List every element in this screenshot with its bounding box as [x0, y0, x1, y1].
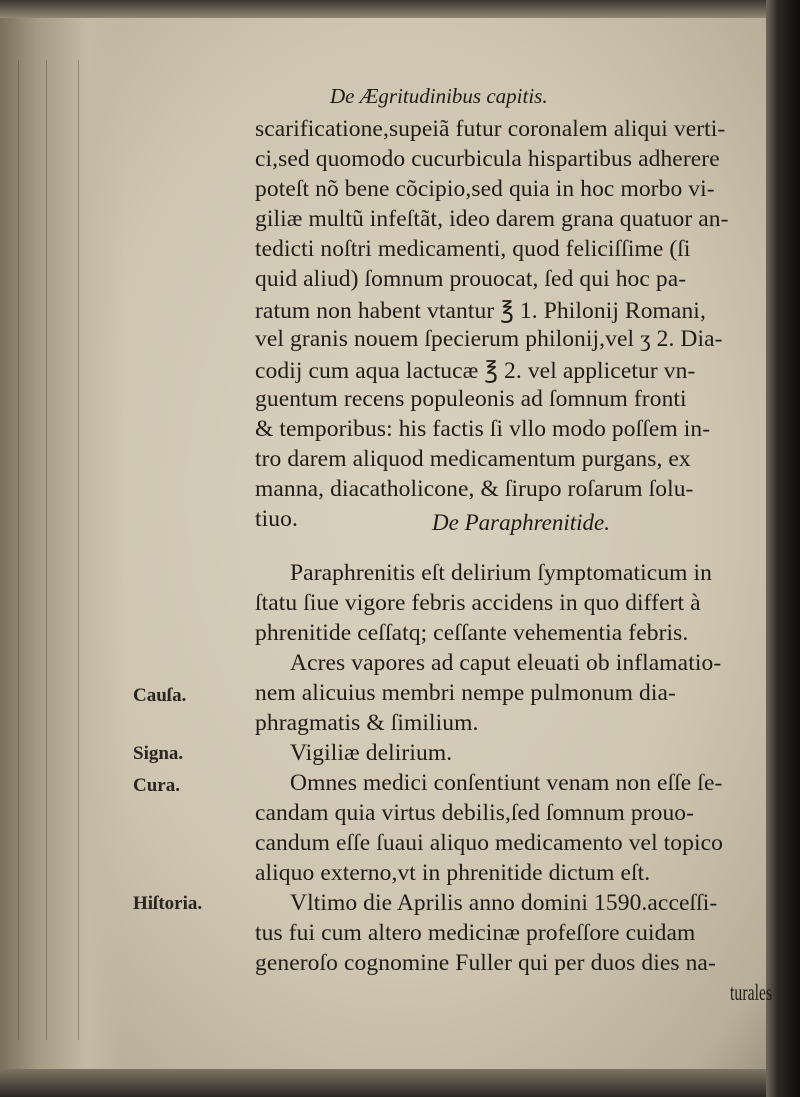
- section-title: De Paraphrenitide.: [432, 510, 611, 535]
- text-line: nem alicuius membri nempe pulmonum dia-: [255, 680, 676, 706]
- text-line: Vltimo die Aprilis anno domini 1590.acceſſi-: [290, 890, 718, 916]
- text-line: Paraphrenitis eſt delirium ſymptomaticum in: [290, 560, 712, 586]
- scan-top-edge: [0, 0, 800, 18]
- text-line: phragmatis & ſimilium.: [255, 710, 479, 736]
- gutter-shadow-line: [46, 60, 47, 1040]
- text-line: candam quia virtus debilis,ſed ſomnum prouo-: [255, 800, 695, 826]
- margin-note-causa: Cauſa.: [133, 685, 187, 706]
- text-line: vel granis nouem ſpecierum philonij,vel ʒ 2. Dia-: [255, 326, 723, 352]
- scan-right-edge: [766, 0, 800, 1097]
- scan-bottom-edge: [0, 1069, 800, 1097]
- text-line: scarificatione,supeiã futur coronalem aliqui verti-: [255, 116, 726, 142]
- text-line: tedicti noſtri medicamenti, quod feliciſſime (ſi: [255, 236, 691, 262]
- margin-note-historia: Hiſtoria.: [133, 893, 203, 914]
- gutter-shadow-line: [78, 60, 79, 1040]
- running-head: De Ægritudinibus capitis.: [330, 84, 548, 108]
- catchword: turales: [730, 980, 773, 1006]
- text-line: codij cum aqua lactucæ ℥ 2. vel applicetur vn-: [255, 358, 696, 384]
- text-line: aliquo externo,vt in phrenitide dictum eſt.: [255, 860, 651, 886]
- text-line: tiuo.: [255, 506, 298, 532]
- margin-note-signa: Signa.: [133, 743, 184, 764]
- text-line: guentum recens populeonis ad ſomnum fronti: [255, 386, 687, 412]
- text-line: phrenitide ceſſatq; ceſſante vehementia febris.: [255, 620, 689, 646]
- text-line: Vigiliæ delirium.: [290, 740, 453, 766]
- text-line: & temporibus: his factis ſi vllo modo poſſem in-: [255, 416, 711, 442]
- gutter-shadow-line: [18, 60, 19, 1040]
- text-line: manna, diacatholicone, & ſirupo roſarum ſolu-: [255, 476, 694, 502]
- text-line: tus fui cum altero medicinæ profeſſore cuidam: [255, 920, 696, 946]
- text-line: ci,sed quomodo cucurbicula hispartibus adherere: [255, 146, 720, 172]
- text-line: generoſo cognomine Fuller qui per duos dies na-: [255, 950, 716, 976]
- text-line: Acres vapores ad caput eleuati ob inflamatio-: [290, 650, 722, 676]
- text-line: Omnes medici conſentiunt venam non eſſe ſe-: [290, 770, 723, 796]
- text-line: tro darem aliquod medicamentum purgans, ex: [255, 446, 691, 472]
- text-line: poteſt nõ bene cõcipio,sed quia in hoc morbo vi-: [255, 176, 715, 202]
- text-line: giliæ multũ infeſtãt, ideo darem grana quatuor an-: [255, 206, 729, 232]
- text-line: ratum non habent vtantur ℥ 1. Philonij Romani,: [255, 298, 706, 324]
- text-line: ſtatu ſiue vigore febris accidens in quo differt à: [255, 590, 701, 616]
- text-line: candum eſſe ſuaui aliquo medicamento vel topico: [255, 830, 724, 856]
- margin-note-cura: Cura.: [133, 775, 180, 796]
- text-line: quid aliud) ſomnum prouocat, ſed qui hoc pa-: [255, 266, 687, 292]
